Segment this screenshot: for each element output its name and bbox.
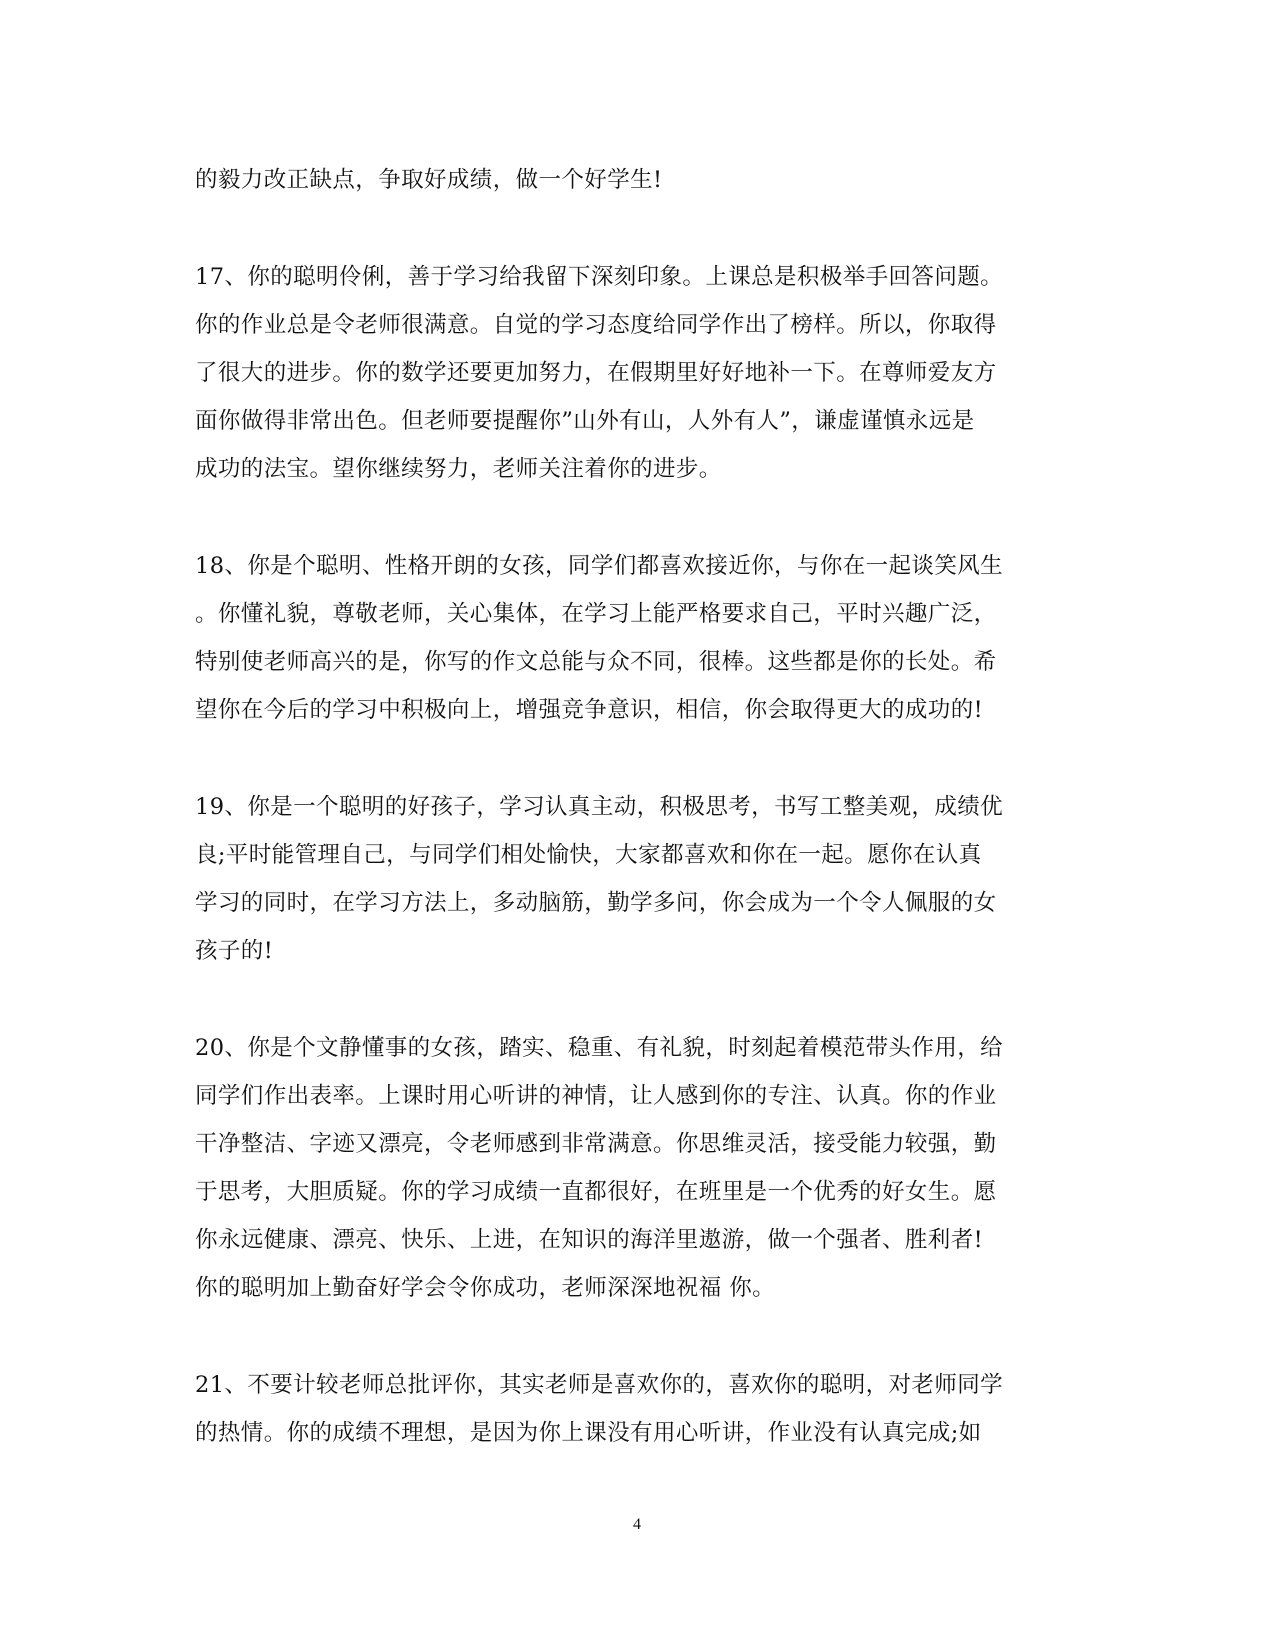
text-line: 干净整洁、字迹又漂亮，令老师感到非常满意。你思维灵活，接受能力较强，勤 xyxy=(195,1131,997,1157)
paragraph-continuation xyxy=(195,156,1080,204)
text-line: 的毅力改正缺点，争取好成绩，做一个好学生! xyxy=(195,167,663,193)
text-line: 孩子的! xyxy=(195,938,274,964)
text-line: 于思考，大胆质疑。你的学习成绩一直都很好，在班里是一个优秀的好女生。愿 xyxy=(195,1179,997,1205)
text-line: 良;平时能管理自己，与同学们相处愉快，大家都喜欢和你在一起。愿你在认真 xyxy=(195,842,982,868)
page-number: 4 xyxy=(633,1516,641,1533)
document-body xyxy=(195,156,1080,1506)
text-line: 成功的法宝。望你继续努力，老师关注着你的进步。 xyxy=(195,456,722,482)
text-line: 望你在今后的学习中积极向上，增强竞争意识，相信，你会取得更大的成功的! xyxy=(195,697,984,723)
text-line: 17、你的聪明伶俐，善于学习给我留下深刻印象。上课总是积极举手回答问题。 xyxy=(195,264,1004,290)
text-line: 了很大的进步。你的数学还要更加努力，在假期里好好地补一下。在尊师爱友方 xyxy=(195,360,997,386)
text-line: 你的作业总是令老师很满意。自觉的学习态度给同学作出了榜样。所以，你取得 xyxy=(195,312,997,338)
text-line: 18、你是个聪明、性格开朗的女孩，同学们都喜欢接近你，与你在一起谈笑风生 xyxy=(195,553,1004,579)
text-line: 20、你是个文静懂事的女孩，踏实、稳重、有礼貌，时刻起着模范带头作用，给 xyxy=(195,1035,1004,1061)
text-line: 面你做得非常出色。但老师要提醒你”山外有山，人外有人”，谦虚谨慎永远是 xyxy=(195,408,975,434)
text-line: 21、不要计较老师总批评你，其实老师是喜欢你的，喜欢你的聪明，对老师同学 xyxy=(195,1372,1004,1398)
paragraph-18 xyxy=(195,542,1080,734)
text-line: 你永远健康、漂亮、快乐、上进，在知识的海洋里遨游，做一个强者、胜利者! xyxy=(195,1227,984,1253)
paragraph-20 xyxy=(195,1024,1080,1312)
text-line: 的热情。你的成绩不理想，是因为你上课没有用心听讲，作业没有认真完成;如 xyxy=(195,1420,982,1446)
paragraph-17 xyxy=(195,253,1080,493)
paragraph-19 xyxy=(195,783,1080,975)
text-line: 同学们作出表率。上课时用心听讲的神情，让人感到你的专注、认真。你的作业 xyxy=(195,1083,997,1109)
text-line: 特别使老师高兴的是，你写的作文总能与众不同，很棒。这些都是你的长处。希 xyxy=(195,649,997,675)
paragraph-21 xyxy=(195,1361,1080,1457)
text-line: 。你懂礼貌，尊敬老师，关心集体，在学习上能严格要求自己，平时兴趣广泛， xyxy=(195,601,997,627)
text-line: 你的聪明加上勤奋好学会令你成功，老师深深地祝福 你。 xyxy=(195,1275,776,1301)
text-line: 学习的同时，在学习方法上，多动脑筋，勤学多问，你会成为一个令人佩服的女 xyxy=(195,890,997,916)
text-line: 19、你是一个聪明的好孩子，学习认真主动，积极思考，书写工整美观，成绩优 xyxy=(195,794,1004,820)
